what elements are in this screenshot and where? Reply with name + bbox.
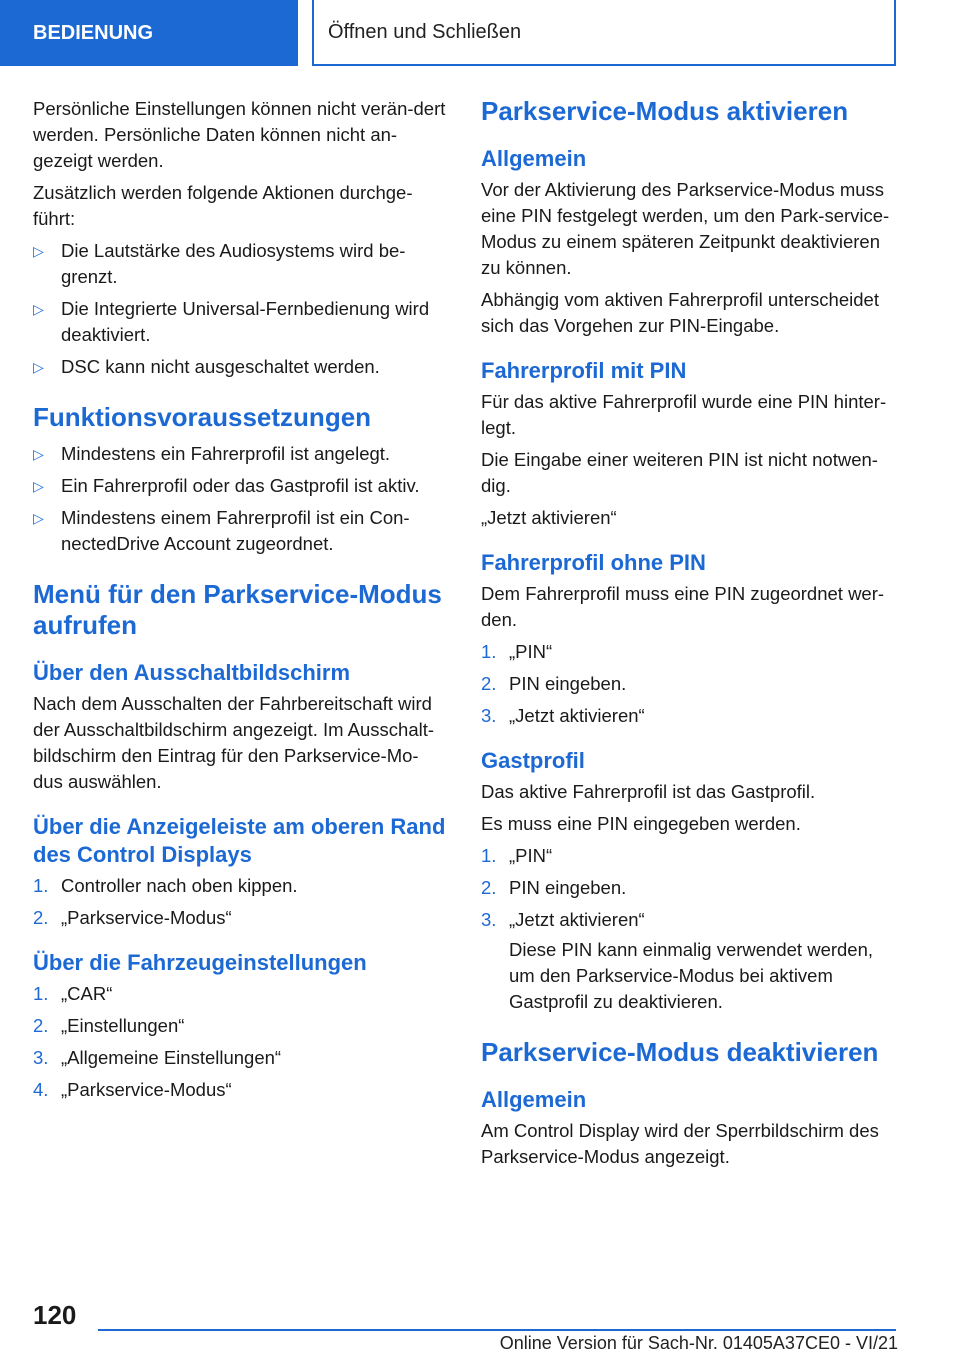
step-note: Diese PIN kann einmalig verwendet werden, um den Parkservice-Modus bei aktivem Gastprofil zu deaktivieren. <box>509 939 874 1012</box>
paragraph: Zusätzlich werden folgende Aktionen durchge-führt: <box>33 182 413 229</box>
paragraph: Am Control Display wird der Sperrbildschirm des Parkservice-Modus angezeigt. <box>481 1120 879 1167</box>
numbered-list <box>481 639 895 729</box>
list-item: 3. „Jetzt aktivieren“ <box>481 705 645 726</box>
right-column <box>481 96 895 1176</box>
list-item: 4. „Parkservice-Modus“ <box>33 1079 232 1100</box>
footer-text: Online Version für Sach-Nr. 01405A37CE0 - VI/21 <box>499 1333 898 1353</box>
list-item: ▷ DSC kann nicht ausgeschaltet werden. <box>33 354 447 380</box>
list-item: 2. „Parkservice-Modus“ <box>33 907 232 928</box>
list-item: 3. „Allgemeine Einstellungen“ <box>33 1047 282 1068</box>
paragraph: Vor der Aktivierung des Parkservice-Modus muss eine PIN festgelegt werden, um den Park-service-Modus zu einem späteren Zeitpunkt deaktivieren zu können. <box>481 179 890 278</box>
paragraph: Persönliche Einstellungen können nicht verän-dert werden. Persönliche Daten können nicht an-gezeigt werden. <box>33 98 446 171</box>
list-item: 2. PIN eingeben. <box>481 877 627 898</box>
paragraph: Für das aktive Fahrerprofil wurde eine PIN hinter-legt. <box>481 391 887 438</box>
list-item: 1. „PIN“ <box>481 845 553 866</box>
heading-with-pin: Fahrerprofil mit PIN <box>481 358 687 383</box>
list-item: ▷ Mindestens einem Fahrerprofil ist ein Con-nectedDrive Account zugeordnet. <box>33 507 410 554</box>
bullet-list <box>33 238 447 380</box>
heading-general: Allgemein <box>481 146 587 171</box>
triangle-bullet-icon: ▷ <box>33 510 44 526</box>
heading-deactivate: Parkservice-Modus deaktivieren <box>481 1037 879 1067</box>
paragraph: Dem Fahrerprofil muss eine PIN zugeordnet wer-den. <box>481 583 885 630</box>
heading-menu: Menü für den Parkservice-Modus aufrufen <box>33 579 442 640</box>
heading-display-bar: Über die Anzeigeleiste am oberen Rand des Control Displays <box>33 814 446 867</box>
list-item: ▷ Die Integrierte Universal-Fernbedienung wird deaktiviert. <box>33 298 430 345</box>
heading-guest: Gastprofil <box>481 748 585 773</box>
list-item: 2. „Einstellungen“ <box>33 1015 185 1036</box>
triangle-bullet-icon: ▷ <box>33 301 44 317</box>
triangle-bullet-icon: ▷ <box>33 446 44 462</box>
triangle-bullet-icon: ▷ <box>33 243 44 259</box>
heading-activate: Parkservice-Modus aktivieren <box>481 96 849 126</box>
paragraph: Das aktive Fahrerprofil ist das Gastprofil. <box>481 781 816 802</box>
heading-general: Allgemein <box>481 1087 587 1112</box>
page-header <box>0 0 960 66</box>
left-column <box>33 96 447 1109</box>
paragraph: Nach dem Ausschalten der Fahrbereitschaft wird der Ausschaltbildschirm angezeigt. Im Ausschalt-bildschirm den Eintrag für den Parkservice-Mo-dus auswählen. <box>33 693 435 792</box>
paragraph: Abhängig vom aktiven Fahrerprofil unterscheidet sich das Vorgehen zur PIN-Eingabe. <box>481 289 879 336</box>
heading-without-pin: Fahrerprofil ohne PIN <box>481 550 706 575</box>
list-item: ▷ Die Lautstärke des Audiosystems wird be-grenzt. <box>33 240 406 287</box>
paragraph: Die Eingabe einer weiteren PIN ist nicht notwen-dig. <box>481 449 878 496</box>
section-title: BEDIENUNG <box>0 0 298 66</box>
list-item: 1. „PIN“ <box>481 641 553 662</box>
list-item: 1. „CAR“ <box>33 983 113 1004</box>
triangle-bullet-icon: ▷ <box>33 478 44 494</box>
chapter-title: Öffnen und Schließen <box>312 0 896 66</box>
footer-divider <box>98 1329 896 1331</box>
list-item: 2. PIN eingeben. <box>481 673 627 694</box>
list-item: ▷ Ein Fahrerprofil oder das Gastprofil ist aktiv. <box>33 473 447 499</box>
numbered-list <box>33 981 447 1103</box>
paragraph: Es muss eine PIN eingegeben werden. <box>481 813 801 834</box>
bullet-list <box>33 441 447 557</box>
list-item: 3. „Jetzt aktivieren“ Diese PIN kann einmalig verwendet werden, um den Parkservice-Modus bei aktivem Gastprofil zu deaktivieren. <box>481 907 895 1015</box>
list-item: ▷ Mindestens ein Fahrerprofil ist angelegt. <box>33 441 447 467</box>
heading-vehicle-settings: Über die Fahrzeugeinstellungen <box>33 950 367 975</box>
page-number: 120 <box>33 1300 77 1330</box>
heading-off-screen: Über den Ausschaltbildschirm <box>33 660 351 685</box>
heading-func: Funktionsvoraussetzungen <box>33 402 372 432</box>
paragraph: „Jetzt aktivieren“ <box>481 507 617 528</box>
numbered-list <box>33 873 447 931</box>
list-item: 1. Controller nach oben kippen. <box>33 875 298 896</box>
numbered-list <box>481 843 895 1015</box>
triangle-bullet-icon: ▷ <box>33 359 44 375</box>
